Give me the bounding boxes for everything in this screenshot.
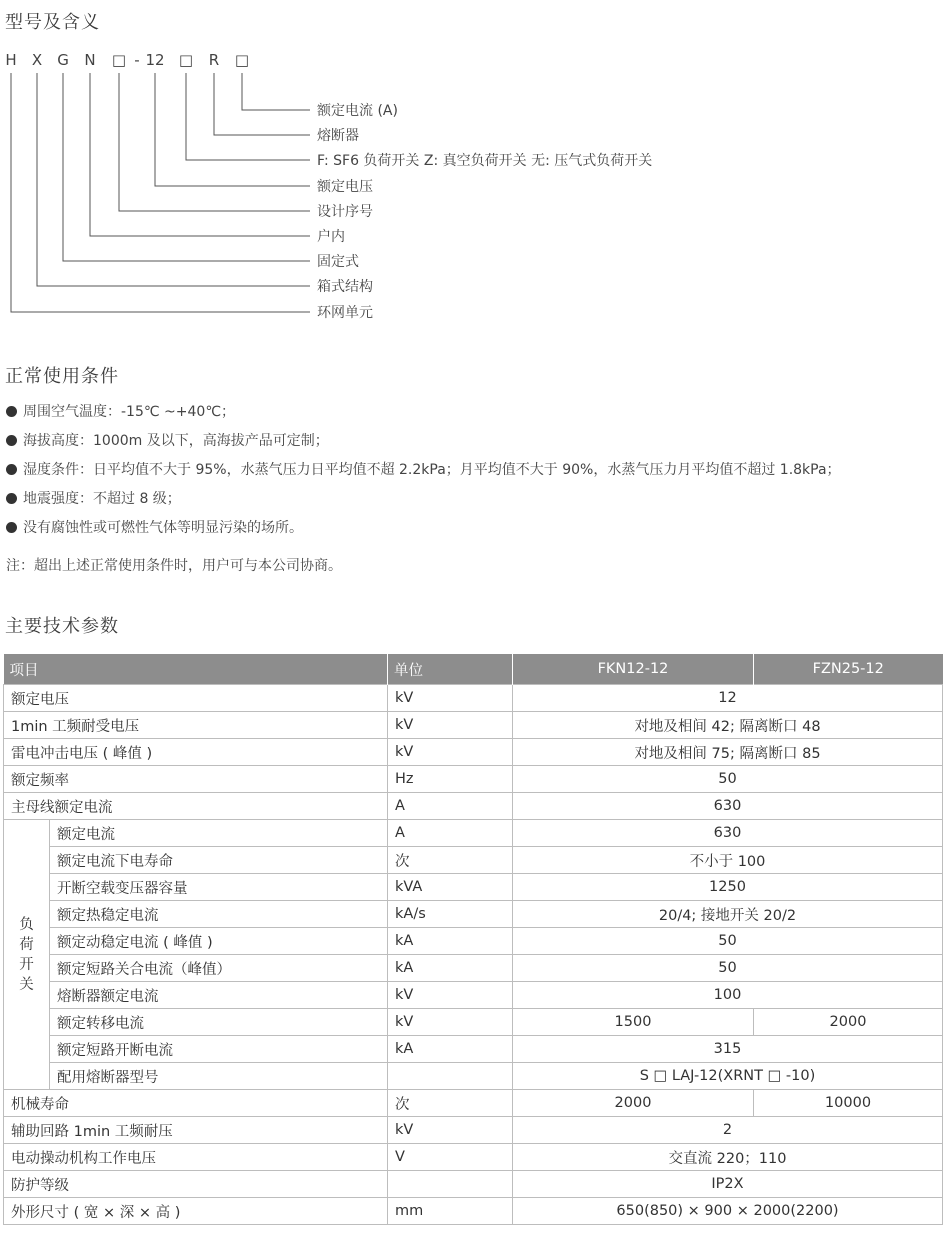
table-row: 额定电流下电寿命 次 不小于 100 [4, 847, 943, 874]
params-title: 主要技术参数 [5, 616, 119, 637]
table-row: 1min 工频耐受电压 kV 对地及相间 42; 隔离断口 48 [4, 712, 943, 739]
table-row: 辅助回路 1min 工频耐压 kV 2 [4, 1117, 943, 1144]
table-row: 额定动稳定电流 ( 峰值 ) kA 50 [4, 928, 943, 955]
meaning-rated-voltage: 额定电压 [317, 179, 373, 195]
bullet-icon [6, 493, 17, 504]
table-row: 主母线额定电流 A 630 [4, 793, 943, 820]
list-item: 湿度条件：日平均值不大于 95%，水蒸气压力日平均值不超 2.2kPa；月平均值不大于 90%，水蒸气压力月平均值不超过 1.8kPa； [6, 460, 841, 489]
meaning-rated-current: 额定电流 (A) [317, 103, 398, 119]
header-fzn: FZN25-12 [754, 654, 943, 685]
meaning-indoor: 户内 [317, 229, 345, 245]
table-row: 额定电压 kV 12 [4, 685, 943, 712]
load-switch-group-label: 负 荷 开 关 [4, 820, 50, 1090]
table-header-row [4, 654, 943, 685]
list-item: 周围空气温度：-15℃ ~+40℃； [6, 402, 841, 431]
model-section-title: 型号及含义 [5, 12, 100, 33]
conditions-title: 正常使用条件 [5, 366, 119, 387]
table-row: 额定转移电流 kV 1500 2000 [4, 1009, 943, 1036]
header-unit: 单位 [388, 654, 513, 685]
meaning-fuse: 熔断器 [317, 128, 359, 144]
list-item: 地震强度：不超过 8 级； [6, 489, 841, 518]
meaning-ring-main-unit: 环网单元 [317, 305, 373, 321]
code-box-switch: □ [178, 51, 194, 69]
table-row: 额定短路关合电流（峰值） kA 50 [4, 955, 943, 982]
bullet-icon [6, 464, 17, 475]
table-row: 防护等级 IP2X [4, 1171, 943, 1198]
meaning-design-number: 设计序号 [317, 204, 373, 220]
code-voltage: 12 [145, 51, 165, 69]
meaning-fixed: 固定式 [317, 254, 359, 270]
list-item: 没有腐蚀性或可燃性气体等明显污染的场所。 [6, 518, 841, 547]
meaning-switch-type: F: SF6 负荷开关 Z: 真空负荷开关 无: 压气式负荷开关 [317, 153, 653, 169]
code-letter-r: R [208, 51, 220, 69]
table-row: 额定频率 Hz 50 [4, 766, 943, 793]
code-dash: - [134, 51, 140, 69]
table-row: 电动操动机构工作电压 V 交直流 220；110 [4, 1144, 943, 1171]
bullet-icon [6, 406, 17, 417]
code-letter-x: X [31, 51, 43, 69]
table-row: 雷电冲击电压 ( 峰值 ) kV 对地及相间 75; 隔离断口 85 [4, 739, 943, 766]
list-item: 海拔高度：1000m 及以下，高海拔产品可定制； [6, 431, 841, 460]
table-row: 额定短路开断电流 kA 315 [4, 1036, 943, 1063]
bullet-icon [6, 435, 17, 446]
table-row: 配用熔断器型号 S □ LAJ-12(XRNT □ -10) [4, 1063, 943, 1090]
header-item: 项目 [4, 654, 388, 685]
conditions-list [6, 402, 841, 547]
table-row: 负 荷 开 关 额定电流 A 630 [4, 820, 943, 847]
table-row: 机械寿命 次 2000 10000 [4, 1090, 943, 1117]
params-table [3, 654, 943, 1225]
table-row: 开断空载变压器容量 kVA 1250 [4, 874, 943, 901]
table-row: 外形尺寸 ( 宽 × 深 × 高 ) mm 650(850) × 900 × 2000(2200) [4, 1198, 943, 1225]
table-row: 额定热稳定电流 kA/s 20/4; 接地开关 20/2 [4, 901, 943, 928]
model-code-diagram [0, 40, 943, 330]
conditions-note: 注：超出上述正常使用条件时，用户可与本公司协商。 [6, 558, 342, 574]
bullet-icon [6, 522, 17, 533]
code-letter-h: H [5, 51, 17, 69]
code-box-current: □ [234, 51, 250, 69]
code-box-design: □ [111, 51, 127, 69]
header-fkn: FKN12-12 [513, 654, 754, 685]
meaning-box-structure: 箱式结构 [317, 279, 373, 295]
code-letter-n: N [84, 51, 96, 69]
code-letter-g: G [57, 51, 69, 69]
table-row: 熔断器额定电流 kV 100 [4, 982, 943, 1009]
